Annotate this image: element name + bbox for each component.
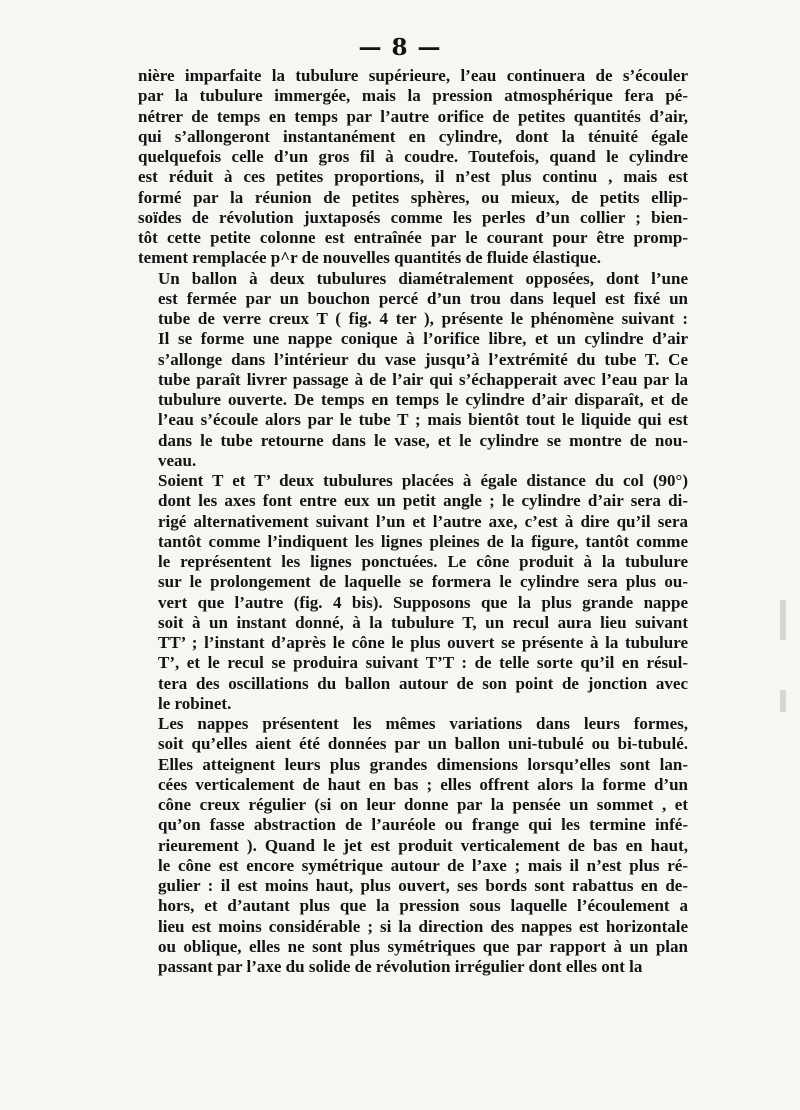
text-line: qui s’allongeront instantanément en cylindre, dont la ténuité égale [138, 126, 688, 146]
text-line: Un ballon à deux tubulures diamétralement opposées, dont l’une [158, 268, 688, 288]
text-line: sur le prolongement de laquelle se formera le cylindre sera plus ou- [158, 572, 688, 592]
text-line: rieurement ). Quand le jet est produit verticalement de bas en haut, [158, 835, 688, 855]
text-line: passant par l’axe du solide de révolution irrégulier dont elles ont la [158, 957, 643, 976]
text-line: Elles atteignent leurs plus grandes dimensions lorsqu’elles sont lan- [158, 754, 688, 774]
text-line: tubulure ouverte. De temps en temps le cylindre d’air disparaît, et de [158, 390, 688, 409]
text-line: lieu est moins considérable ; si la direction des nappes est horizontale [158, 916, 688, 936]
body-text [138, 66, 688, 977]
text-line: T’, et le recul se produira suivant T’T : de telle sorte qu’il en résul- [158, 653, 688, 673]
paragraph [138, 66, 688, 269]
text-line: le robinet. [158, 693, 232, 713]
text-line: est fermée par un bouchon percé d’un trou dans lequel est fixé un [158, 288, 688, 308]
paragraph [138, 471, 688, 714]
text-line: le représentent les lignes ponctuées. Le cône produit à la tubulure [158, 552, 688, 571]
text-line: Il se forme une nappe conique à l’orifice libre, et un cylindre d’air [158, 329, 688, 349]
page-number-header: — 8 — [358, 34, 442, 61]
paragraph [138, 714, 688, 977]
text-line: est réduit à ces petites proportions, il n’est plus continu , mais est [138, 167, 688, 187]
text-line: le cône est encore symétrique autour de l’axe ; mais il n’est plus ré- [158, 855, 688, 875]
text-line: formé par la réunion de petites sphères, ou mieux, de petits ellip- [138, 187, 688, 207]
text-line: soit à un instant donné, à la tubulure T, un recul aura lieu suivant [158, 612, 688, 632]
text-line: gulier : il est moins haut, plus ouvert, ses bords sont rabattus en de- [158, 876, 688, 895]
text-line: Les nappes présentent les mêmes variations dans leurs formes, [158, 714, 688, 733]
text-line: rigé alternativement suivant l’un et l’autre axe, c’est à dire qu’il sera [158, 511, 688, 531]
text-line: hors, et d’autant plus que la pression sous laquelle l’écoulement a [158, 896, 688, 916]
text-line: l’eau s’écoule alors par le tube T ; mais bientôt tout le liquide qui est [158, 410, 688, 430]
text-line: tera des oscillations du ballon autour de son point de jonction avec [158, 673, 688, 693]
text-line: dans le tube retourne dans le vase, et le cylindre se montre de nou- [158, 430, 688, 450]
text-line: soit qu’elles aient été données par un ballon uni-tubulé ou bi-tubulé. [158, 734, 688, 754]
bleed-through-mark [780, 600, 786, 640]
text-line: nétrer de temps en temps par l’autre orifice de petites quantités d’air, [138, 106, 688, 126]
text-line: cées verticalement de haut en bas ; elles offrent alors la forme d’un [158, 774, 688, 794]
text-line: par la tubulure immergée, mais la pression atmosphérique fera pé- [138, 86, 688, 106]
text-line: tement remplacée p^r de nouvelles quantités de fluide élastique. [138, 248, 602, 268]
paragraph [138, 269, 688, 472]
text-line: cône creux régulier (si on leur donne par la pensée un sommet , et [158, 795, 688, 814]
text-line: veau. [158, 450, 197, 470]
text-line: qu’on fasse abstraction de l’auréole ou frange qui les termine infé- [158, 815, 688, 835]
text-line: quelquefois celle d’un gros fil à coudre. Toutefois, quand le cylindre [138, 147, 688, 166]
text-line: TT’ ; l’instant d’après le cône le plus ouvert se présente à la tubulure [158, 633, 688, 652]
text-line: Soient T et T’ deux tubulures placées à égale distance du col (90°) [158, 471, 688, 490]
text-line: tantôt comme l’indiquent les lignes pleines de la figure, tantôt comme [158, 531, 688, 551]
text-line: s’allonge dans l’intérieur du vase jusqu’à l’extrémité du tube T. Ce [158, 349, 688, 369]
text-line: vert que l’autre (fig. 4 bis). Supposons que la plus grande nappe [158, 592, 688, 612]
bleed-through-mark [780, 690, 786, 712]
text-line: tube de verre creux T ( fig. 4 ter ), présente le phénomène suivant : [158, 309, 688, 328]
text-line: dont les axes font entre eux un petit angle ; le cylindre d’air sera di- [158, 491, 688, 511]
text-line: nière imparfaite la tubulure supérieure, l’eau continuera de s’écouler [138, 66, 688, 85]
text-line: soïdes de révolution juxtaposés comme les perles d’un collier ; bien- [138, 207, 688, 227]
text-line: ou oblique, elles ne sont plus symétriques que par rapport à un plan [158, 936, 688, 956]
text-line: tube paraît livrer passage à de l’air qui s’échapperait avec l’eau par la [158, 369, 688, 389]
text-line: tôt cette petite colonne est entraînée par le courant pour être promp- [138, 228, 688, 247]
